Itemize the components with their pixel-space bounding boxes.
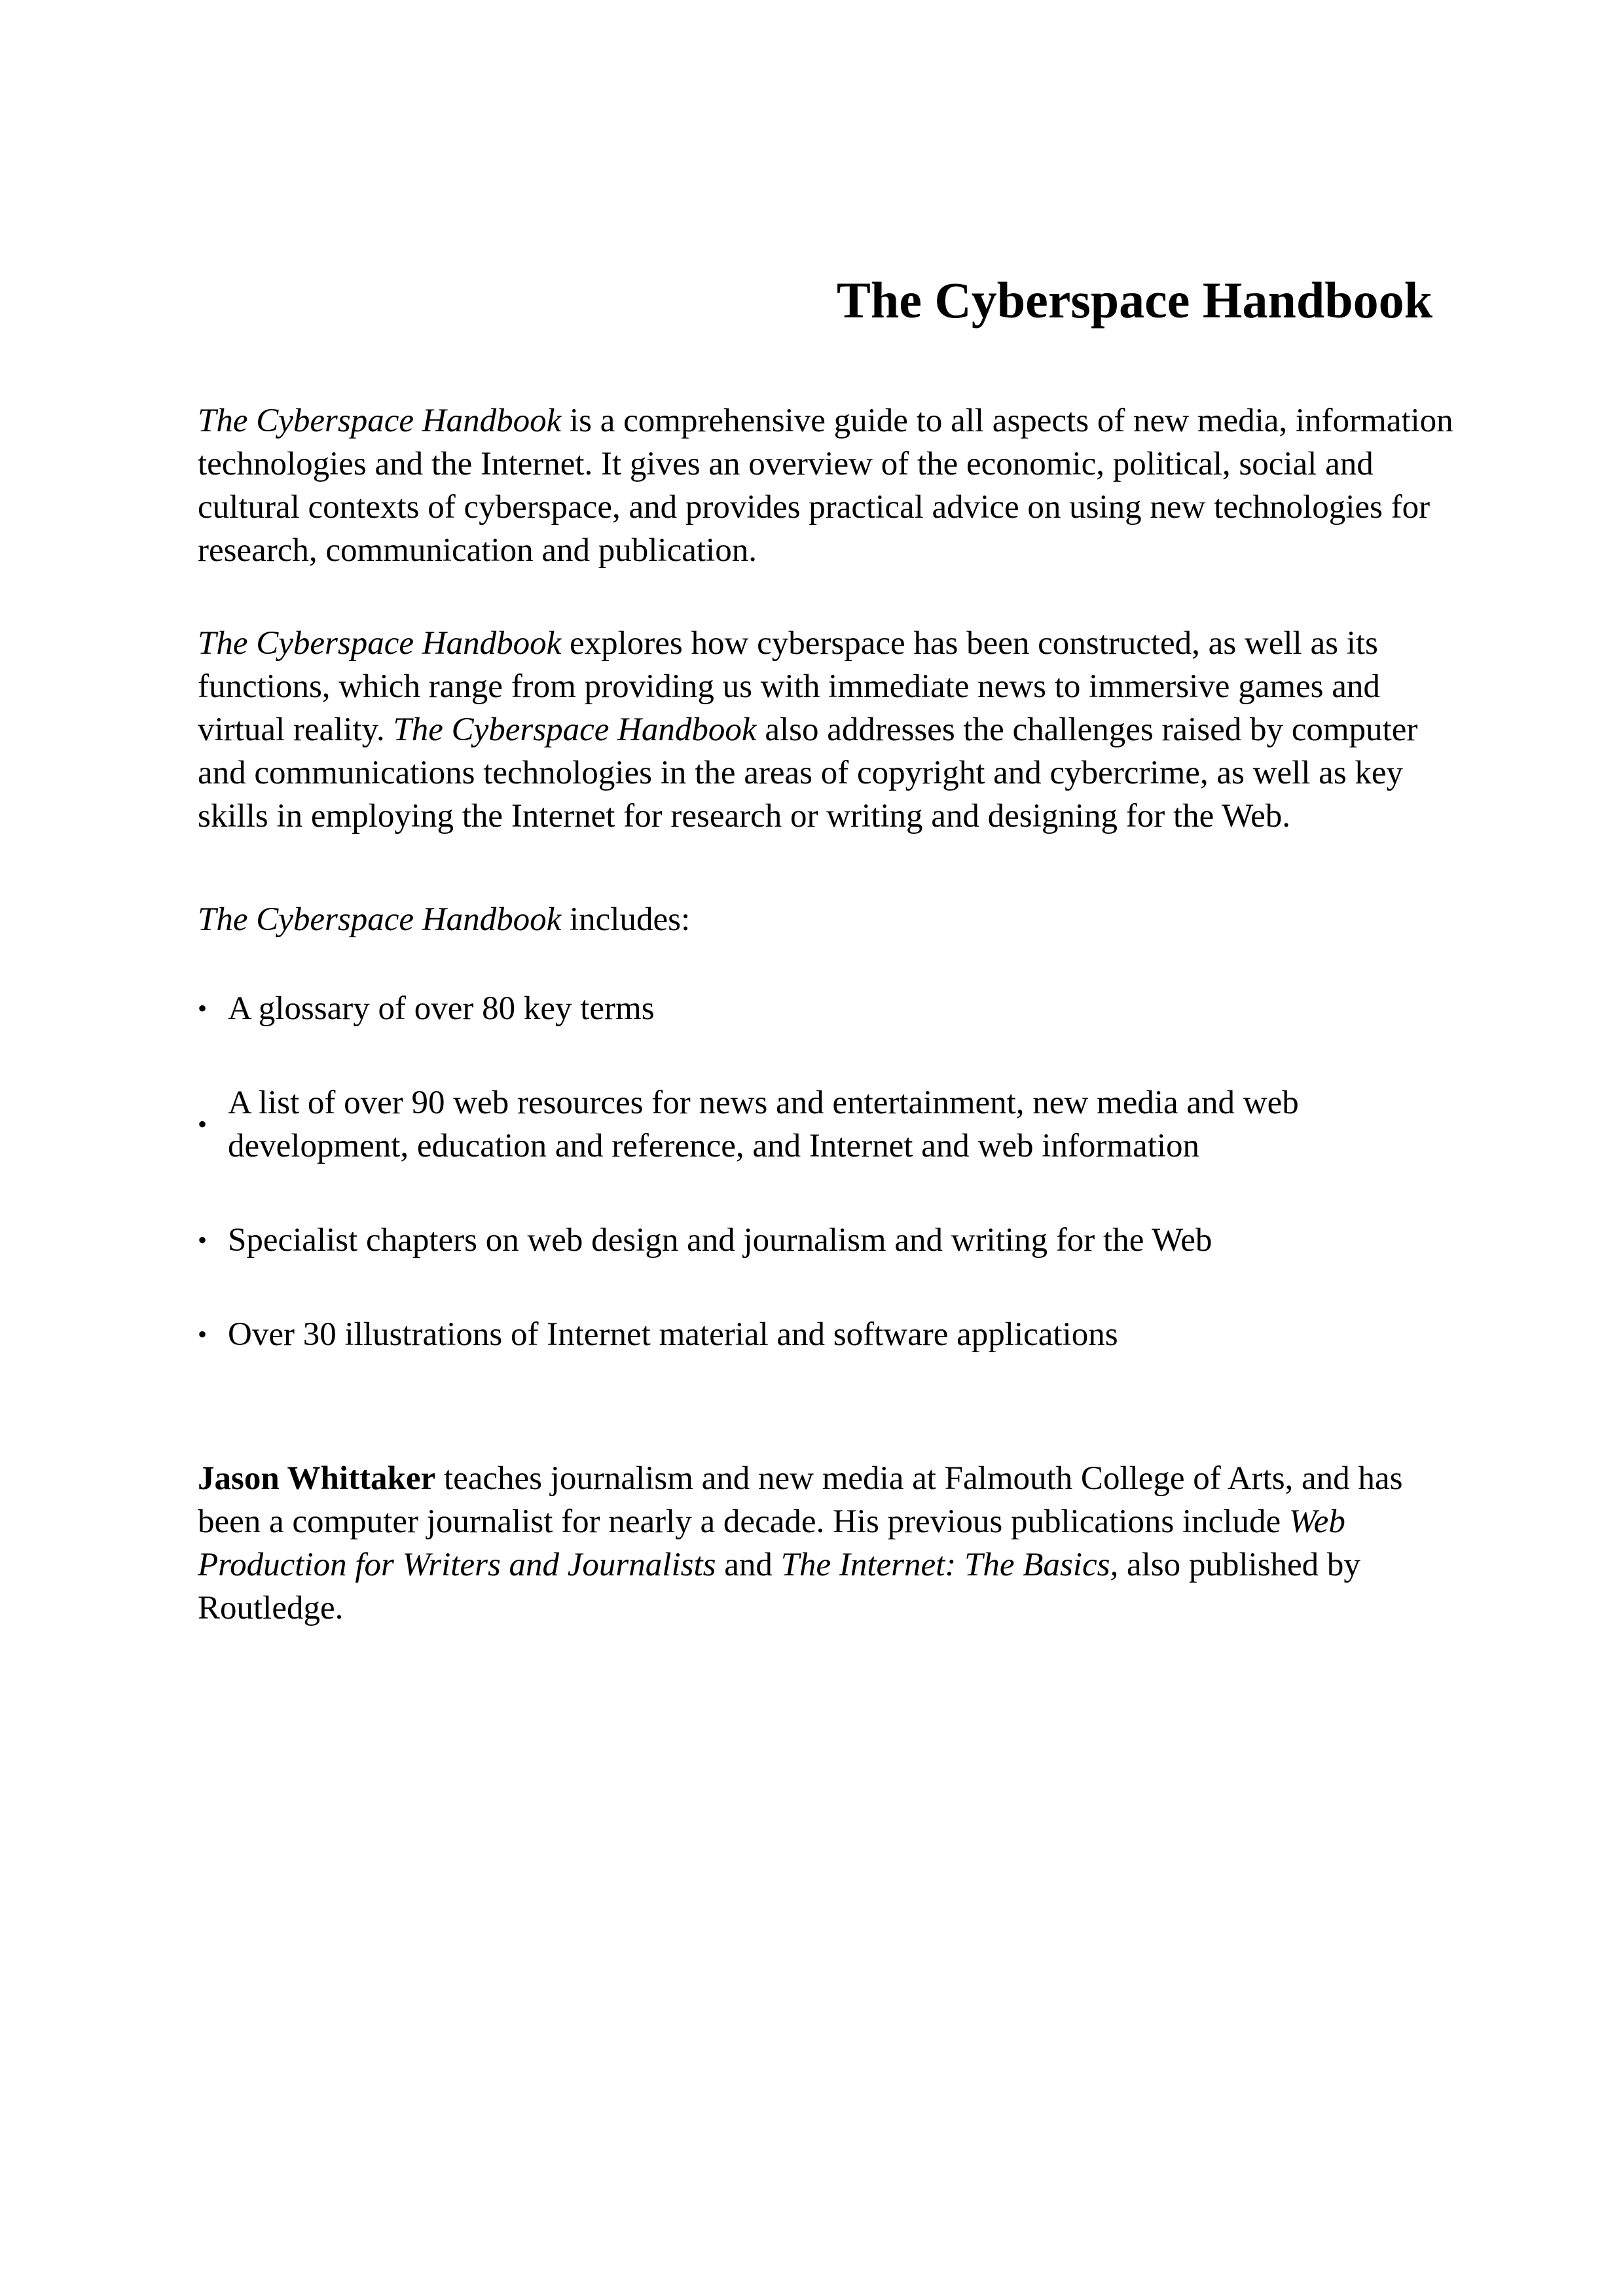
features-list	[198, 987, 1455, 1356]
author-bio	[198, 1457, 1455, 1630]
book-title: The Cyberspace Handbook	[198, 901, 562, 938]
intro-paragraph	[198, 399, 1455, 572]
bullet-icon: •	[198, 1109, 208, 1139]
author-name: Jason Whittaker	[198, 1460, 436, 1497]
list-item-text: A list of over 90 web resources for news and entertainment, new media and web development, education and reference, and Internet and web information	[228, 1085, 1299, 1164]
paragraph-text: also published by Routledge.	[198, 1547, 1360, 1626]
paragraph-text: is a comprehensive guide to all aspects of new media, information technologies and the Internet. It gives an overview of the economic, political, social and cultural contexts of cyberspace, and provides practical advice on using new technologies for research, communication and publication.	[198, 403, 1453, 569]
book-title: The Cyberspace Handbook	[198, 625, 562, 662]
bullet-icon: •	[198, 994, 208, 1023]
list-item	[198, 1219, 1455, 1262]
bullet-icon: •	[198, 1225, 208, 1255]
includes-intro	[198, 898, 1455, 941]
list-item	[198, 1313, 1455, 1356]
paragraph-text: and	[716, 1547, 781, 1583]
bullet-icon: •	[198, 1319, 208, 1349]
paragraph-text: also addresses the challenges raised by computer and communications technologies in the areas of copyright and cybercrime, as well as key skills in employing the Internet for research or writing and designing for the Web.	[198, 711, 1418, 834]
book-title: The Cyberspace Handbook	[393, 711, 757, 748]
page-title: The Cyberspace Handbook	[836, 272, 1432, 329]
list-item	[198, 987, 1455, 1030]
book-title: Web Production for Writers and Journalists	[198, 1503, 1345, 1583]
paragraph-text: includes:	[561, 901, 691, 938]
list-item-text: Specialist chapters on web design and journalism and writing for the Web	[228, 1222, 1213, 1259]
list-item-text: A glossary of over 80 key terms	[228, 990, 655, 1027]
paragraph-text: teaches journalism and new media at Falmouth College of Arts, and has been a computer journalist for nearly a decade. His previous publications include	[198, 1460, 1403, 1540]
list-item-text: Over 30 illustrations of Internet material and software applications	[228, 1316, 1118, 1353]
list-item	[198, 1081, 1455, 1168]
book-title: The Internet: The Basics,	[780, 1547, 1119, 1583]
book-title: The Cyberspace Handbook	[198, 403, 562, 439]
description-paragraph	[198, 622, 1455, 838]
paragraph-text: explores how cyberspace has been constructed, as well as its functions, which range from providing us with immediate news to immersive games and virtual reality.	[198, 625, 1380, 748]
